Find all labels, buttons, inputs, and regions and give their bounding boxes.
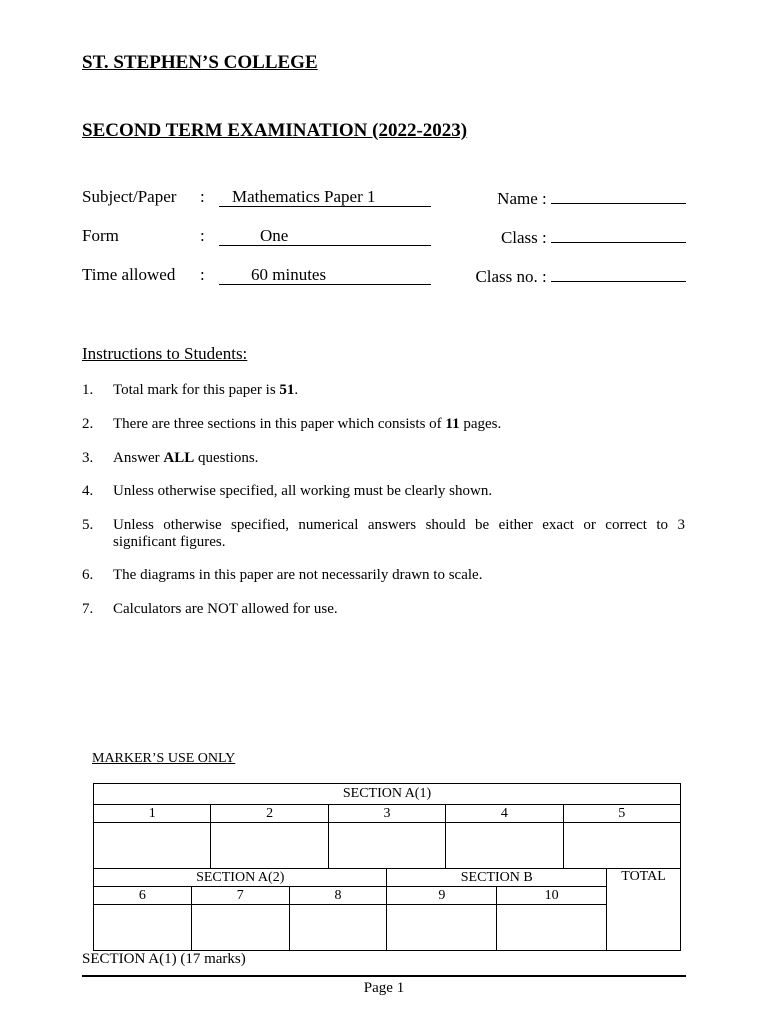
question-number: 9 — [387, 887, 497, 905]
time-colon: : — [200, 265, 205, 284]
class-label: Class : — [500, 228, 547, 247]
instruction-number: 6. — [82, 567, 94, 583]
instruction-text: There are three sections in this paper which consists of 11 pages. — [113, 416, 502, 432]
instruction-text: Unless otherwise specified, all working must be clearly shown. — [113, 483, 493, 499]
mark-cell — [387, 905, 497, 951]
mark-cell — [211, 823, 328, 869]
name-label: Name : — [497, 189, 547, 208]
question-number: 7 — [191, 887, 289, 905]
classno-field — [475, 265, 686, 287]
question-number: 3 — [328, 805, 445, 823]
mark-cell — [94, 905, 192, 951]
class-blank — [551, 226, 686, 243]
question-number: 8 — [289, 887, 387, 905]
subject-label: Subject/Paper — [82, 187, 177, 206]
instruction-number: 4. — [82, 483, 94, 499]
mark-cell — [563, 823, 680, 869]
classno-blank — [551, 265, 686, 282]
instruction-number: 5. — [82, 517, 94, 533]
mark-cell — [446, 823, 563, 869]
time-label: Time allowed — [82, 265, 176, 284]
class-field — [501, 226, 686, 248]
mark-cell — [497, 905, 607, 951]
question-number: 6 — [94, 887, 192, 905]
section-b-header: SECTION B — [387, 869, 607, 887]
classno-label: Class no. : — [475, 267, 547, 286]
time-field — [219, 265, 431, 285]
form-label: Form — [82, 226, 119, 245]
form-colon: : — [200, 226, 205, 245]
section-a1-marks-label: SECTION A(1) (17 marks) — [82, 951, 246, 967]
page-number: Page 1 — [363, 980, 405, 996]
mark-cell — [328, 823, 445, 869]
instruction-number: 2. — [82, 416, 94, 432]
subject-colon: : — [200, 187, 205, 206]
instruction-text: Total mark for this paper is 51. — [113, 382, 299, 398]
question-number: 10 — [497, 887, 607, 905]
subject-field — [219, 187, 431, 207]
section-a1-header: SECTION A(1) — [94, 784, 681, 805]
question-number: 5 — [563, 805, 680, 823]
name-field — [497, 187, 686, 209]
total-header: TOTAL — [607, 869, 681, 951]
mark-cell — [94, 823, 211, 869]
question-number: 2 — [211, 805, 328, 823]
form-field — [219, 226, 431, 246]
name-blank — [551, 187, 686, 204]
instruction-text: The diagrams in this paper are not necessarily drawn to scale. — [113, 567, 483, 583]
instruction-text: Calculators are NOT allowed for use. — [113, 601, 338, 617]
marks-table-a1 — [93, 783, 681, 869]
instruction-number: 1. — [82, 382, 94, 398]
instruction-text-line2: significant figures. — [113, 534, 226, 550]
college-title: ST. STEPHEN’S COLLEGE — [82, 52, 318, 73]
instruction-text: Answer ALL questions. — [113, 450, 259, 466]
mark-cell — [289, 905, 387, 951]
instruction-number: 7. — [82, 601, 94, 617]
question-number: 1 — [94, 805, 211, 823]
exam-title: SECOND TERM EXAMINATION (2022-2023) — [82, 120, 468, 141]
question-number: 4 — [446, 805, 563, 823]
form-value: One — [219, 227, 431, 246]
footer-divider — [82, 975, 686, 977]
instructions-heading: Instructions to Students: — [82, 344, 248, 363]
time-value: 60 minutes — [219, 266, 431, 285]
section-a2-header: SECTION A(2) — [94, 869, 387, 887]
subject-value: Mathematics Paper 1 — [219, 188, 431, 207]
instruction-text-line1: Unless otherwise specified, numerical answers should be either exact or correct to 3 — [113, 517, 685, 533]
instruction-number: 3. — [82, 450, 94, 466]
marks-table-a2-b — [93, 868, 681, 951]
mark-cell — [191, 905, 289, 951]
marker-use-label: MARKER’S USE ONLY — [92, 751, 236, 766]
